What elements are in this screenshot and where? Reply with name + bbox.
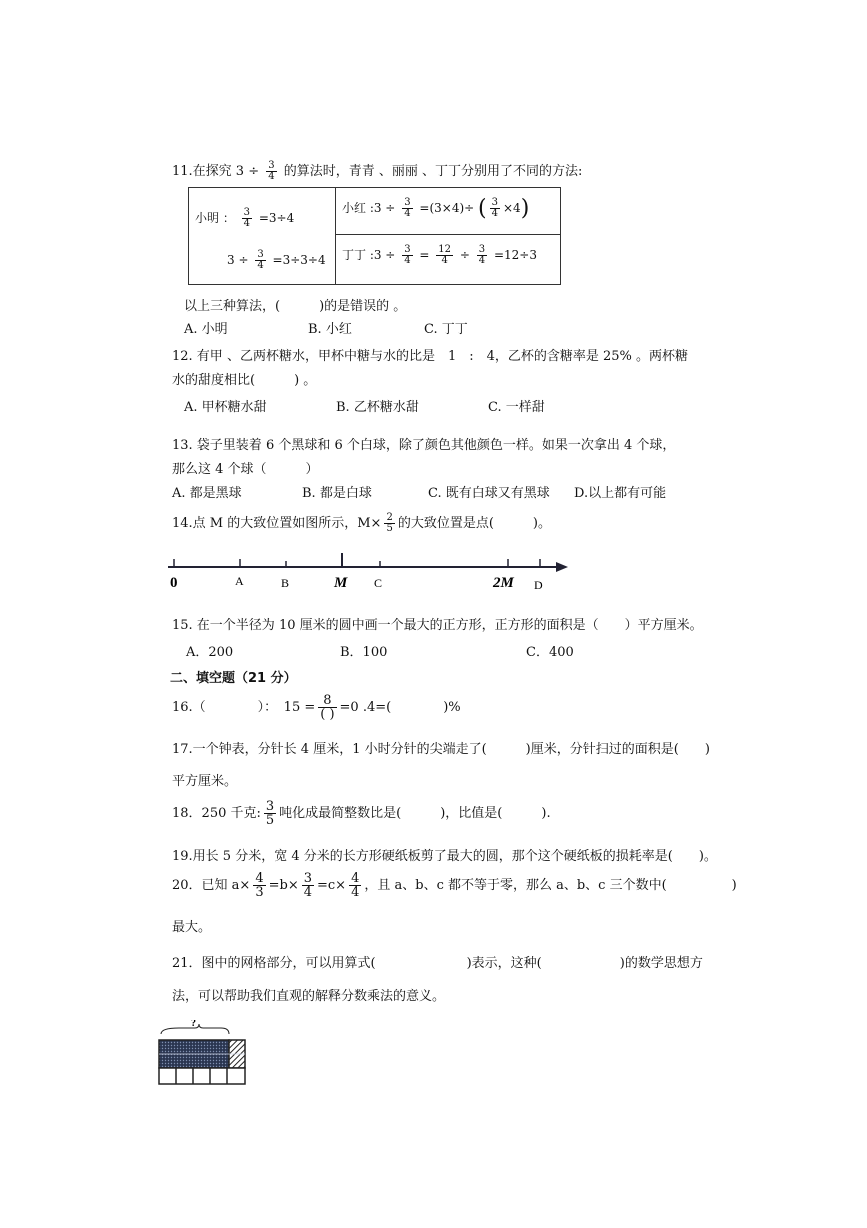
q19-line: 19.用长 5 分米，宽 4 分米的长方形硬纸板剪了最大的圆，那个这个硬纸板的损耗率是( )。 [172,849,717,864]
q14-stem: 14.点 M 的大致位置如图所示，M× $\frac{2}{5}$ 的大致位置是点( )。 [172,512,551,534]
fraction-grid-figure [155,1020,255,1090]
fraction: $\frac{3}{4}$ [404,197,411,219]
q17-line2: 平方厘米。 [172,774,238,789]
fraction: $\frac{4}{4}$ [351,871,360,900]
q11-prompt: 以上三种算法，( )的是错误的 。 [184,299,407,314]
fraction: $\frac{3}{4}$ [404,244,411,266]
fraction: $\frac{3}{4}$ [303,871,312,900]
q17-line1: 17.一个钟表，分针长 4 厘米，1 小时分针的尖端走了( )厘米，分针扫过的面积是( ) [172,742,710,757]
q12-option-b: B. 乙杯糖水甜 [336,400,419,415]
fraction: $\frac{3}{4}$ [243,207,251,229]
q13-option-d: D.以上都有可能 [574,486,667,501]
q21-line2: 法，可以帮助我们直观的解释分数乘法的意义。 [172,989,446,1004]
q13-option-c: C. 既有白球又有黑球 [428,486,550,501]
label-zero: 0 [170,575,178,591]
q16-line: 16.（ ）： 15 = $\frac{8}{( )}$ =0 .4=( )% [172,693,461,722]
label-c: C [374,576,383,590]
fraction: $\frac{4}{3}$ [255,871,264,900]
fraction: $\frac{2}{5}$ [386,512,393,534]
q21-line1: 21．图中的网格部分，可以用算式( )表示，这种( )的数学思想方 [172,956,703,971]
fraction: $\frac{12}{4}$ [438,244,452,266]
q15-option-a: A．200 [186,645,234,660]
q18-line: 18．250 千克: $\frac{3}{5}$ 吨化成最简整数比是( )，比值是( ). [172,799,551,828]
q12-line2: 水的甜度相比( ) 。 [172,373,317,388]
xiaohong-cell: 小红 :3 ÷ $\frac{3}{4}$ =(3×4)÷ ( $\frac{3}{4}$ ×4) [336,188,561,235]
q15-line: 15. 在一个半径为 10 厘米的圆中画一个最大的正方形，正方形的面积是（ ）平方厘米。 [172,618,703,633]
q13-line2: 那么这 4 个球（ ） [172,462,319,477]
q11-option-b: B. 小红 [308,322,352,337]
q15-option-c: C．400 [526,645,574,660]
q11-stem: 11.在探究 3 ÷ $\frac{3}{4}$ 的算法时，青青 、丽丽 、丁丁分别用了不同的方法: [172,160,583,182]
grid-bottom-row [159,1068,245,1084]
label-d: D [534,578,543,592]
q15-option-b: B．100 [340,645,388,660]
fraction: $\frac{8}{( )}$ [320,693,335,722]
fraction: $\frac{3}{4}$ [257,249,264,271]
label-2m: 2M [493,575,514,591]
xiaoming-cell: 小明 ： $\frac{3}{4}$ =3÷4 3 ÷ $\frac{3}{4}$ =3÷3÷4 [189,188,336,285]
q11-option-a: A. 小明 [184,322,228,337]
fraction: $\frac{3}{4}$ [478,244,486,266]
q13-option-a: A. 都是黑球 [172,486,242,501]
q20-line1: 20．已知 a× $\frac{4}{3}$ =b× $\frac{3}{4}$ =c× $\frac{4}{4}$ ，且 a、b、c 都不等于零，那么 a、b、c 三个数中( ) [172,871,737,900]
fraction: $\frac{3}{5}$ [265,799,275,828]
label-m: M [334,575,348,591]
fraction: $\frac{3}{4}$ [491,197,498,219]
q12-option-a: A. 甲杯糖水甜 [184,400,267,415]
q12-option-c: C. 一样甜 [488,400,545,415]
q13-line1: 13. 袋子里装着 6 个黑球和 6 个白球，除了颜色其他颜色一样。如果一次拿出 4 个球， [172,438,676,453]
methods-table [188,187,561,285]
label-a: A [235,574,244,588]
question-mark: ? [191,1020,196,1029]
dingding-cell: 丁丁 :3 ÷ $\frac{3}{4}$ = $\frac{12}{4}$ ÷ $\frac{3}{4}$ =12÷3 [336,235,561,285]
q13-option-b: B. 都是白球 [302,486,372,501]
number-line [160,545,580,595]
section-heading: 二、填空题（21 分） [170,671,297,686]
q11-option-c: C. 丁丁 [424,322,468,337]
q20-line2: 最大。 [172,920,212,935]
q12-line1: 12. 有甲 、乙两杯糖水，甲杯中糖与水的比是 1 : 4，乙杯的含糖率是 25% 。两杯糖 [172,349,689,364]
fraction: $\frac{3}{4}$ [268,160,275,182]
arrow-head-icon [556,562,568,572]
label-b: B [281,576,290,590]
